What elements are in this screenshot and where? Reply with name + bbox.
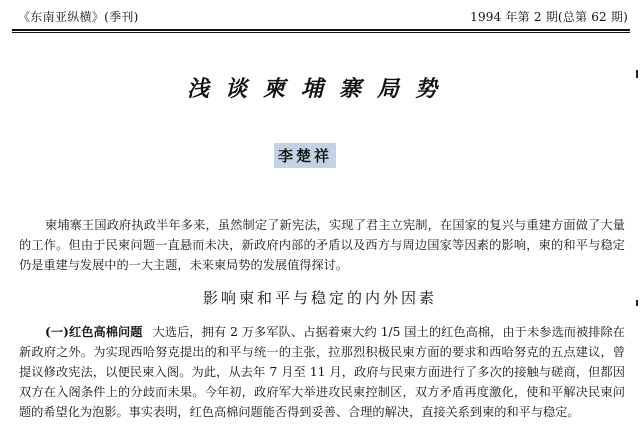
subsection-text: 大选后，拥有 2 万多军队、占据着柬大约 1/5 国土的红色高棉，由于未参选而被排除在新政府之外。为实现西哈努克提出的和平与统一的主张，拉那烈积极民柬方面的要求和西哈努克的五点建议，曾提议修改宪法，以便民柬入阁。为此，从去年 7 月至 11 月，政府与民柬方面进行了多次的接触与磋商，但都因双方在入阁条件上的分歧而未果。今年初，政府军大举进攻民柬控制区，双方矛盾再度激化，使和平解决民柬问题的希望化为泡影。事实表明，红色高棉问题能否得到妥善、合理的解决，直接关系到柬的和平与稳定。 [19,325,625,419]
header-rule [12,29,630,31]
journal-name: 《东南亚纵横》(季刊) [18,10,139,24]
author-name[interactable]: 李楚祥 [274,143,336,168]
article-title: 浅谈柬埔寨局势 [186,76,453,102]
issue-info: 1994 年第 2 期(总第 62 期) [470,10,628,24]
header-rule-thin [12,32,630,33]
subsection-heading: (一)红色高棉问题 [45,325,143,339]
scan-margin-mark [636,300,638,306]
body-paragraph [19,322,625,422]
intro-paragraph: 柬埔寨王国政府执政半年多来，虽然制定了新宪法，实现了君主立宪制，在国家的复兴与重建方面做了大量的工作。但由于民柬问题一直悬而未决，新政府内部的矛盾以及西方与周边国家等因素的影响，柬的和平与稳定仍是重建与发展中的一大主题，未来柬局势的发展值得探讨。 [19,218,625,272]
scan-margin-mark [636,70,638,78]
section-heading: 影响柬和平与稳定的内外因素 [202,289,437,307]
